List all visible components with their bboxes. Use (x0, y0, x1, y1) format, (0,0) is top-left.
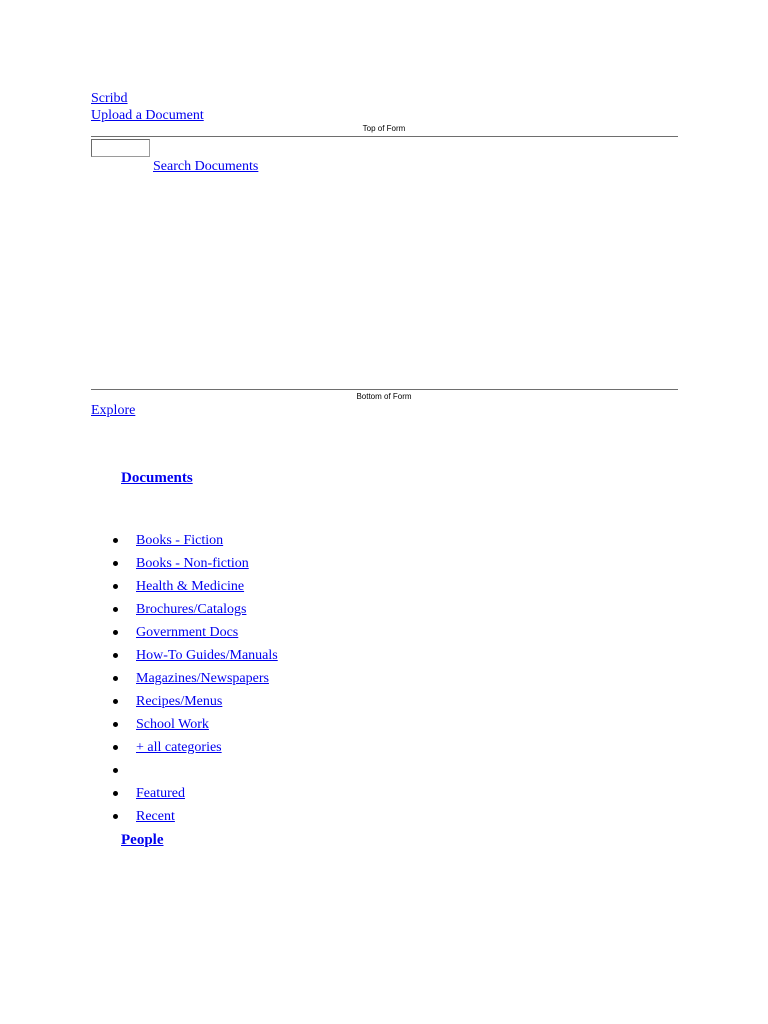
category-link-brochures-catalogs[interactable]: Brochures/Catalogs (136, 602, 247, 617)
bullet-icon (113, 561, 118, 566)
recent-link[interactable]: Recent (136, 809, 175, 824)
bottom-form-divider (91, 389, 678, 390)
list-item (110, 807, 278, 830)
bullet-icon (113, 607, 118, 612)
bullet-icon (113, 538, 118, 543)
bullet-icon (113, 791, 118, 796)
search-documents-link[interactable]: Search Documents (153, 159, 259, 174)
bullet-icon (113, 584, 118, 589)
category-link-recipes-menus[interactable]: Recipes/Menus (136, 694, 223, 709)
list-item (110, 554, 278, 577)
category-link-books-fiction[interactable]: Books - Fiction (136, 533, 224, 548)
upload-document-link[interactable]: Upload a Document (91, 108, 204, 123)
bullet-icon (113, 653, 118, 658)
category-link-health-medicine[interactable]: Health & Medicine (136, 579, 245, 594)
bullet-icon (113, 630, 118, 635)
bottom-of-form-label: Bottom of Form (356, 392, 412, 401)
documents-heading-link[interactable]: Documents (121, 470, 193, 486)
category-link-government-docs[interactable]: Government Docs (136, 625, 239, 640)
list-item (110, 600, 278, 623)
top-of-form-label: Top of Form (362, 124, 406, 133)
list-item (110, 784, 278, 807)
bullet-icon (113, 814, 118, 819)
list-item (110, 692, 278, 715)
category-link-books-nonfiction[interactable]: Books - Non-fiction (136, 556, 249, 571)
list-item (110, 623, 278, 646)
people-heading-link[interactable]: People (121, 832, 164, 848)
category-link-all-categories[interactable]: + all categories (136, 740, 222, 755)
list-item (110, 577, 278, 600)
category-link-magazines-newspapers[interactable]: Magazines/Newspapers (136, 671, 269, 686)
bullet-icon (113, 722, 118, 727)
category-link-school-work[interactable]: School Work (136, 717, 209, 732)
featured-link[interactable]: Featured (136, 786, 185, 801)
list-item (110, 715, 278, 738)
explore-link[interactable]: Explore (91, 403, 136, 418)
scribd-home-link[interactable]: Scribd (91, 91, 128, 106)
search-input[interactable] (91, 139, 150, 157)
category-link-how-to-guides[interactable]: How-To Guides/Manuals (136, 648, 278, 663)
bullet-icon (113, 676, 118, 681)
top-form-divider (91, 136, 678, 137)
list-item-empty (110, 761, 278, 784)
bullet-icon (113, 699, 118, 704)
documents-category-list (110, 531, 278, 830)
bullet-icon (113, 768, 118, 773)
bullet-icon (113, 745, 118, 750)
list-item (110, 738, 278, 761)
list-item (110, 531, 278, 554)
list-item (110, 646, 278, 669)
list-item (110, 669, 278, 692)
